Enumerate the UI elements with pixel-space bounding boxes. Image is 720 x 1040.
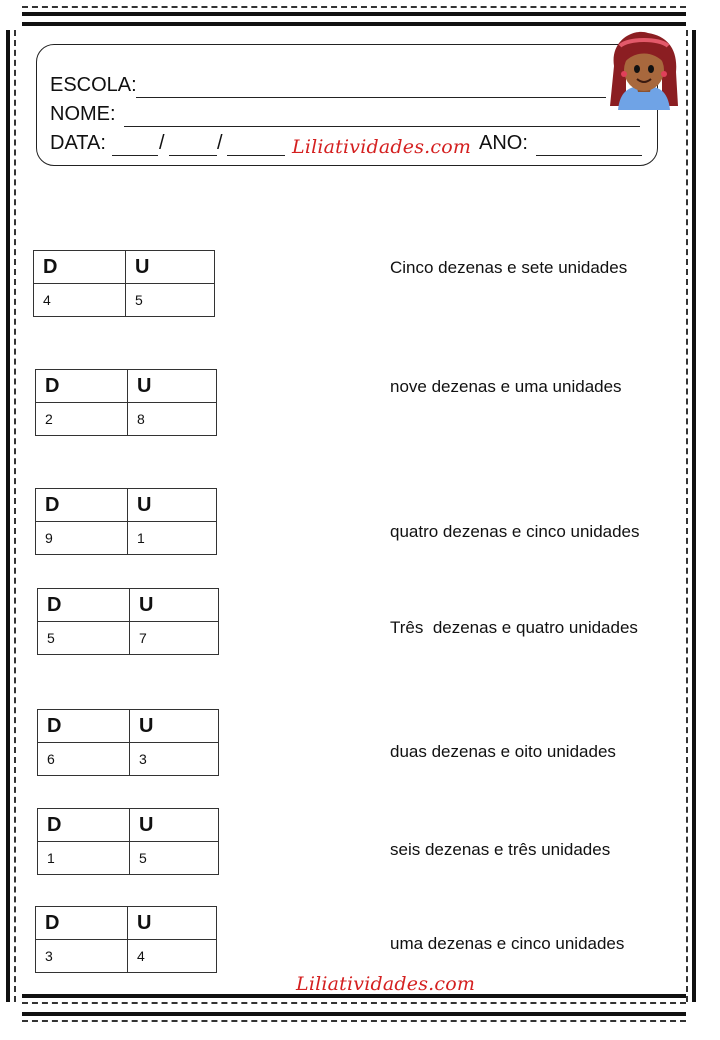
bottom-border-outer [22, 1012, 686, 1026]
header-dezena: D [36, 489, 128, 522]
header-dezena: D [36, 907, 128, 940]
units-value: 5 [130, 842, 219, 875]
header-dezena: D [34, 251, 126, 284]
tens-value: 3 [36, 940, 128, 973]
exercise-description-5: duas dezenas e oito unidades [390, 742, 616, 761]
header-unidade: U [128, 907, 217, 940]
data-month-line[interactable] [169, 155, 217, 156]
exercise-description-2: nove dezenas e uma unidades [390, 377, 622, 396]
exercise-description-7: uma dezenas e cinco unidades [390, 934, 625, 953]
tens-value: 4 [34, 284, 126, 317]
tens-value: 6 [38, 743, 130, 776]
units-value: 1 [128, 522, 217, 555]
du-table-5 [37, 709, 219, 776]
data-label: DATA: [50, 132, 106, 154]
bottom-border [22, 994, 686, 1008]
ano-label: ANO: [479, 132, 528, 154]
ano-line[interactable] [536, 155, 642, 156]
header-unidade: U [126, 251, 215, 284]
units-value: 4 [128, 940, 217, 973]
exercise-description-1: Cinco dezenas e sete unidades [390, 258, 628, 277]
data-year-line[interactable] [227, 155, 285, 156]
data-day-line[interactable] [112, 155, 158, 156]
exercise-description-3: quatro dezenas e cinco unidades [390, 522, 640, 541]
escola-label: ESCOLA: [50, 74, 137, 96]
header-unidade: U [130, 710, 219, 743]
header-unidade: U [128, 370, 217, 403]
units-value: 5 [126, 284, 215, 317]
footer-logo: Liliatividades.com [296, 973, 476, 995]
girl-avatar-icon [604, 30, 684, 112]
units-value: 7 [130, 622, 219, 655]
exercise-description-6: seis dezenas e três unidades [390, 840, 611, 859]
tens-value: 5 [38, 622, 130, 655]
du-table-3 [35, 488, 217, 555]
tens-value: 2 [36, 403, 128, 436]
nome-line[interactable] [124, 126, 640, 127]
site-logo: Liliatividades.com [292, 136, 472, 158]
header-unidade: U [128, 489, 217, 522]
header-unidade: U [130, 809, 219, 842]
header-dezena: D [38, 710, 130, 743]
date-slash-1: / [159, 132, 165, 154]
du-table-2 [35, 369, 217, 436]
header-dezena: D [38, 809, 130, 842]
tens-value: 1 [38, 842, 130, 875]
du-table-6 [37, 808, 219, 875]
date-slash-2: / [217, 132, 223, 154]
du-table-4 [37, 588, 219, 655]
top-border-inner [22, 22, 686, 36]
right-border [684, 30, 700, 1002]
header-dezena: D [38, 589, 130, 622]
nome-label: NOME: [50, 103, 116, 125]
units-value: 8 [128, 403, 217, 436]
left-border [6, 30, 22, 1002]
units-value: 3 [130, 743, 219, 776]
top-border [22, 6, 686, 20]
du-table-7 [35, 906, 217, 973]
escola-line[interactable] [136, 97, 606, 98]
exercise-description-4: Três dezenas e quatro unidades [390, 618, 638, 637]
header-unidade: U [130, 589, 219, 622]
header-dezena: D [36, 370, 128, 403]
tens-value: 9 [36, 522, 128, 555]
du-table-1 [33, 250, 215, 317]
